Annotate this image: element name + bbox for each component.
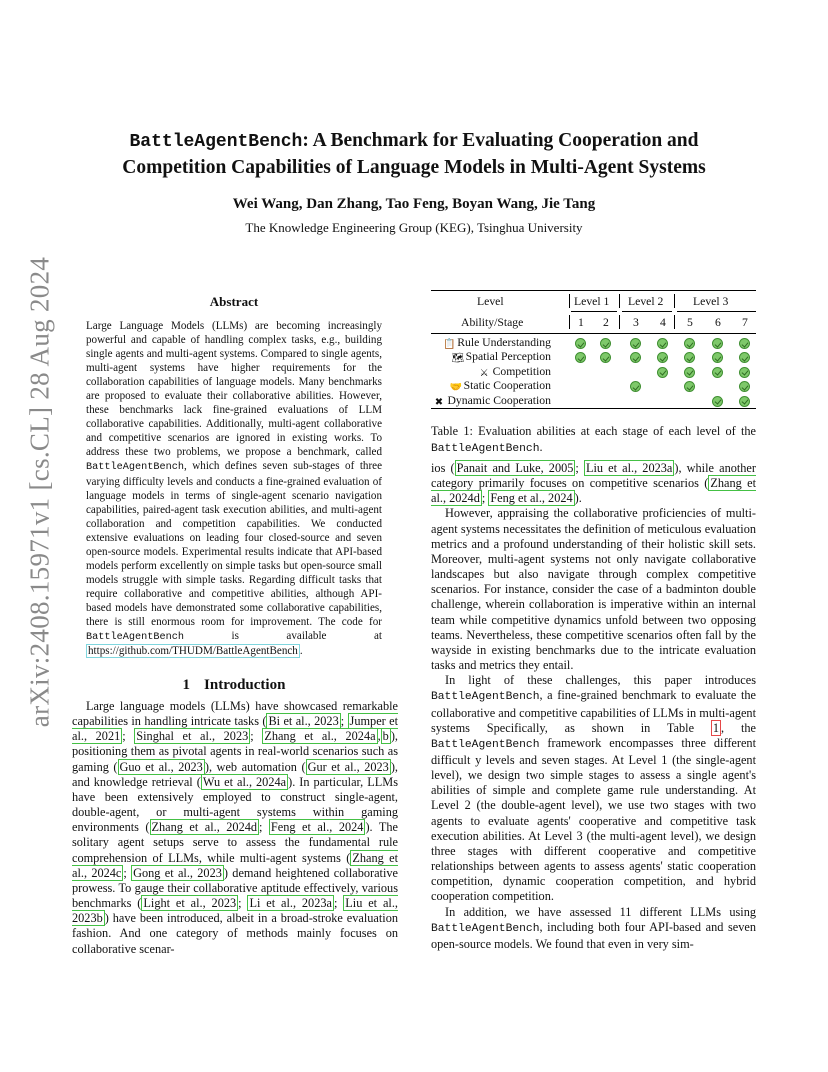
check-icon <box>739 381 750 392</box>
table-row-label <box>431 379 551 393</box>
intro-paragraph <box>72 699 398 957</box>
table-level-3: Level 3 <box>693 295 729 308</box>
citation-link[interactable]: Feng et al., 2024 <box>490 491 573 506</box>
body-text: ), and knowledge retrieval ( <box>72 759 398 789</box>
body-text: In light of these challenges, this paper introduces <box>445 673 756 688</box>
body-text: ) demand heightened collaborative prowess. To gauge their collaborative aptitude effectively, various benchmarks ( <box>72 865 398 911</box>
citation-link[interactable]: Bi et al., 2023 <box>268 714 339 729</box>
static-cooperation-icon: 🤝 <box>449 382 463 394</box>
table-stage-7: 7 <box>742 316 748 329</box>
check-icon <box>630 352 641 363</box>
spatial-icon: 🗺 <box>451 353 465 365</box>
check-icon <box>739 338 750 349</box>
check-icon <box>739 352 750 363</box>
body-text: ; <box>575 461 584 475</box>
check-icon <box>657 352 668 363</box>
body-text: ; <box>333 896 344 911</box>
citation-link[interactable]: Wu et al., 2024a <box>202 774 287 789</box>
body-text: ). In particular, LLMs have been extensively employed to construct single-agent, double-agent, or multi-agent systems within gaming environments ( <box>72 774 398 835</box>
check-icon <box>739 367 750 378</box>
check-icon <box>630 381 641 392</box>
ability-label: Rule Understanding <box>457 336 551 349</box>
check-icon <box>712 352 723 363</box>
table-row-label <box>431 365 551 379</box>
body-text: ). The solitary agent setups serve to assess the fundamental rule comprehension of LLMs, while multi-agent systems ( <box>72 820 398 865</box>
check-icon <box>712 367 723 378</box>
body-text: ; <box>123 865 132 880</box>
intro-right-column <box>431 461 756 952</box>
body-text: ios ( <box>431 461 455 475</box>
citation-link[interactable]: Singhal et al., 2023 <box>136 729 249 744</box>
title-line1: : A Benchmark for Evaluating Cooperation and <box>302 130 699 151</box>
check-icon <box>657 338 668 349</box>
body-text: , including both four API-based and seven open-source models. We found that even in very sim- <box>431 919 756 951</box>
intro-left-column <box>72 699 398 957</box>
check-icon <box>712 396 723 407</box>
table-rule <box>431 290 756 291</box>
dynamic-cooperation-icon: ✖ <box>434 396 444 408</box>
ability-label: Static Cooperation <box>463 379 551 393</box>
citation-link[interactable]: Gur et al., 2023 <box>307 759 389 774</box>
benchmark-name: BattleAgentBench <box>431 738 540 751</box>
table-row-label <box>431 394 551 408</box>
citation-link[interactable]: Zhang et al., 2024a <box>264 729 376 744</box>
check-icon <box>684 381 695 392</box>
check-icon <box>712 338 723 349</box>
arxiv-stamp: arXiv:2408.15971v1 [cs.CL] 28 Aug 2024 <box>24 256 55 728</box>
check-icon <box>684 367 695 378</box>
abstract-heading: Abstract <box>209 294 259 309</box>
table-stage-6: 6 <box>715 316 721 329</box>
body-text: , a fine-grained benchmark to evaluate the collaborative and competitive capabilities of LLMs in multi-agent systems Specifically, as shown in Table <box>431 688 756 735</box>
body-text: ; <box>122 729 135 744</box>
citation-link[interactable]: Light et al., 2023 <box>143 896 237 911</box>
body-text: , <box>377 729 381 744</box>
table-row-label <box>431 350 551 364</box>
check-icon <box>600 338 611 349</box>
ability-label: Competition <box>492 364 551 378</box>
citation-link[interactable]: Zhang et al., 2024d <box>151 820 258 835</box>
body-text: ). <box>574 491 582 506</box>
authors: Wei Wang, Dan Zhang, Tao Feng, Boyan Wang, Jie Tang <box>232 196 596 212</box>
table-caption: Table 1: Evaluation abilities at each stage of each level of the BattleAgentBench. <box>431 424 756 455</box>
table-header-level: Level <box>477 295 504 308</box>
code-link[interactable]: https://github.com/THUDM/BattleAgentBench <box>88 645 298 658</box>
body-text: ; <box>250 729 263 744</box>
check-icon <box>684 338 695 349</box>
check-icon <box>739 396 750 407</box>
check-icon <box>575 338 586 349</box>
body-text: ) have been introduced, albeit in a broad-stroke evaluation fashion. And one category of methods mainly focuses on collaborative scenar- <box>72 911 398 956</box>
citation-link[interactable]: Feng et al., 2024 <box>270 820 364 835</box>
check-icon <box>575 352 586 363</box>
benchmark-name: BattleAgentBench <box>431 691 540 704</box>
table-rule <box>431 333 756 334</box>
title-line2: Competition Capabilities of Language Models in Multi-Agent Systems <box>122 157 706 178</box>
intro-paragraph: However, appraising the collaborative proficiencies of multi-agent systems necessitates the definition of meticulous evaluation metrics and a profound understanding of their holistic skill sets. Moreover, multi-agent systems not only navigate collaborative landscapes but also navigate through complex competitive scenarios. For instance, consider the case of a badminton double challenge, wherein collaboration is imperative within an internal team while competitive dynamics unfold between two opposing teams. Nevertheless, these competitive scenarios often fall by the wayside in existing benchmarks due to the intricate evaluation tasks and metrics they entail. <box>431 506 756 673</box>
body-text: ), web automation ( <box>204 759 306 774</box>
citation-link[interactable]: Panait and Luke, 2005 <box>456 461 574 475</box>
citation-link[interactable]: Zhang et al., 2024d <box>431 476 756 506</box>
citation-link[interactable]: Gong et al., 2023 <box>133 865 222 880</box>
body-text: framework encompasses three different difficult y levels and seven stages. At Level 1 (the single-agent level), we design two simple stages to assess a single agent's abilities of simple and complete game rule understanding. At Level 2 (the double-agent level), we use two stages with two agents to evaluate agents' cooperative and competitive task execution abilities. At Level 3 (the multi-agent level), we design three stages with different cooperative and competitive relationships between agents to assess agents' static cooperation competition, dynamic cooperation competition, and hybrid cooperation competition. <box>431 735 756 904</box>
table-stage-3: 3 <box>633 316 639 329</box>
body-text: ; <box>481 491 489 506</box>
citation-link[interactable]: Zhang et al., 2024c <box>72 850 398 880</box>
section-heading: 1 Introduction <box>182 677 286 693</box>
body-text: In addition, we have assessed 11 different LLMs using <box>445 904 756 919</box>
body-text: , the <box>721 720 756 735</box>
table-stage-4: 4 <box>660 316 666 329</box>
table-level-2: Level 2 <box>628 295 664 308</box>
ability-label: Spatial Perception <box>465 350 551 364</box>
citation-link[interactable]: b <box>382 729 389 744</box>
paper-title <box>80 128 748 181</box>
check-icon <box>630 338 641 349</box>
citation-link[interactable]: Li et al., 2023a <box>249 896 332 911</box>
citation-link[interactable]: Liu et al., 2023a <box>585 461 673 475</box>
table-ref-link[interactable]: 1 <box>712 720 720 735</box>
citation-link[interactable]: Liu et al., 2023b <box>72 896 398 926</box>
ability-label: Dynamic Cooperation <box>447 393 551 407</box>
body-text: ; <box>238 896 248 911</box>
table-stage-1: 1 <box>578 316 584 329</box>
table-stage-5: 5 <box>687 316 693 329</box>
title-benchmark-name: BattleAgentBench <box>129 132 303 152</box>
table-stage-2: 2 <box>603 316 609 329</box>
check-icon <box>657 367 668 378</box>
affiliation: The Knowledge Engineering Group (KEG), Tsinghua University <box>245 220 583 235</box>
check-icon <box>684 352 695 363</box>
table-header-ability: Ability/Stage <box>461 316 524 329</box>
body-text: ), positioning them as pivotal agents in real-world scenarios such as gaming ( <box>72 729 398 774</box>
check-icon <box>600 352 611 363</box>
abstract-body: Large Language Models (LLMs) are becoming increasingly powerful and capable of handling complex tasks, e.g., building single agents and multi-agent systems. Compared to single agents, multi-agent systems have higher requirements for the collaboration capabilities of language models. Many benchmarks are proposed to evaluate their collaborative abilities. However, these benchmarks lack fine-grained evaluations of LLM collaborative capabilities. Additionally, multi-agent collaborative and competitive scenarios are ignored in existing works. To address these two problems, we propose a benchmark, called BattleAgentBench, which defines seven sub-stages of three varying difficulty levels and conducts a fine-grained evaluation of language models in terms of single-agent scenario navigation capabilities, paired-agent task execution abilities, and multi-agent collaboration and competition capabilities. We conducted extensive evaluations on leading four closed-source and seven open-source models. Experimental results indicate that API-based models perform excellently on simple tasks but open-source small models struggle with simple tasks. Regarding difficult tasks that require collaborative and competitive abilities, although API-based models have demonstrated some collaborative capabilities, there is still enormous room for improvement. The code for BattleAgentBench is available at https://github.com/THUDM/BattleAgentBench . <box>86 320 382 658</box>
rule-icon: 📋 <box>443 339 456 350</box>
intro-paragraph <box>431 905 756 952</box>
table-rule <box>431 408 756 409</box>
body-text: ; <box>259 820 269 835</box>
ability-table <box>431 290 756 410</box>
intro-paragraph <box>431 461 756 506</box>
body-text: Large language models (LLMs) have showcased remarkable capabilities in handling intricate tasks ( <box>72 699 398 729</box>
body-text: ; <box>340 714 348 729</box>
table-level-1: Level 1 <box>574 295 610 308</box>
table-row-label <box>431 336 551 350</box>
intro-paragraph <box>431 673 756 904</box>
citation-link[interactable]: Jumper et al., 2021 <box>72 714 399 744</box>
citation-link[interactable]: Guo et al., 2023 <box>119 759 203 774</box>
body-text: ), while another category primarily focuses on competitive scenarios ( <box>431 461 756 491</box>
benchmark-name: BattleAgentBench <box>431 922 540 935</box>
competition-icon: ⚔ <box>479 367 489 379</box>
